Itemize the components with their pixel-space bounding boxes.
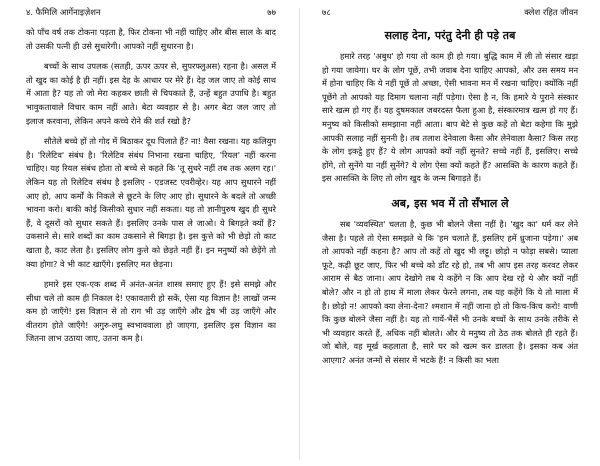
right-paragraph: सब 'व्यवस्थित' चलता है, कुछ भी बोलने जैसा नहीं है। 'खुद का' धर्म कर लेने जैसा है। पहले तो ऐसा समझते थे कि 'हम चलाते हैं, इसलिए हमें ध्रुजाना पड़ेगा।' अब तो आपको नहीं कहना है? आप तो कहें तो खुद भी लट्टू। छोड़ो न फोड़ा सबसे। प्याला फूटे, कढ़ी छूट जाए, फिर भी बच्चे को डाँट रहे हो, तब भी आप इस तरह करवट लेकर आराम से बैठ जाना। आप देखोगे तब ये कहेंगे न कि आप देख रहे थे और क्यों नहीं बोले? और न हो तो हाथ में माला लेकर फेरने लगना, तब यह कहेंगे कि ये तो माला में है। छोड़ो न! आपको क्या लेना-देना? श्मशान में नहीं जाना हो तो किच-किच करो! वाणी कि कुछ बोलने जैसा नहीं है। यह तो गायें-भैंसें भी उनके बच्चों के साथ उनके तरीके से भी व्यवहार करते हैं, अधिक नहीं बोलते। और ये मनुष्य तो ठेठ तक बोलते ही रहते हैं। जो बोले, वह मूर्ख कहलाता है, सारे घर को खत्म कर डालता है। इसका कब अंत आएगा? अनंत जन्मों से संसार में भटके हैं! न किसी का भला [322,218,578,365]
left-paragraph: बच्चों के साथ उपलक (सतही, ऊपर ऊपर से, सुपरफ्लुअस) रहना है। असल में तो खुद का कोई है ही नहीं। इस देह के आधार पर मेरे हैं। देह जल जाए तो कोई साथ में आता है? यह तो जो मेरा कहकर छाती से चिपकाते हैं, उन्हें बहुत उपाधि है। बहुत भावुकतावाले विचार काम नहीं आते। बेटा व्यवहार से है। अगर बेटा जल जाए तो इलाज करवाना, लेकिन अपने कच्चे रोने की शर्त रखो है? [26,61,276,126]
right-page-number: ७८ [322,7,331,18]
left-running-head [26,0,276,26]
section-heading: सलाह देना, परंतु देनी ही पड़े तब [384,29,516,42]
page-gutter [299,8,300,460]
left-paragraph: हमारे इस एक-एक शब्द में अनंत-अनंत शास्त्र समाए हुए हैं! इसे समझे और सीधा चले तो काम ही निकाल दे! एकावतारी हो सकें, ऐसा यह विज्ञान है! लाखों जन्म कम हो जाएँगे! इस विज्ञान से तो राग भी उड़ जाएँगे और द्वेष भी उड़ जाएँगे और वीतराग होते जाएँगे! अगुरु-लघु स्वभाववाला हो जाएगा, इसलिए इस विज्ञान का जितना लाभ उठाया जाए, उतना कम है। [26,279,276,344]
left-paragraph: सौतेले बच्चे हों तो गोद में बिठाकर दूध पिलाते हैं? ना! वैसा रखना। यह कलियुग है। 'रिलेटिव' संबंध है। 'रिलेटिव संबंध निभाना रखना चाहिए, 'रियल' नहीं करना चाहिए। यह रियल संबंध होता तो बच्चे से कहते कि 'तू सुधरे नहीं तब तक अलग रह।' लेकिन यह तो रिलेटिव संबंध है इसलिए - एडजस्ट एवरीव्हेर। यह आप सुधारने नहीं आए हो, आप कर्मों के निकले से छूटने के लिए आए हो। सुधारने के बदले तो अच्छी भावना करो। बाकी कोई किसीको सुधार नहीं सकता। यह तो ज्ञानीपुरुष खुद ही सुधरे हैं, वे दूसरों को सुधार सकते हैं। इसलिए उनके पास ले जाओ। ये बिगड़ते क्यों हैं? उकसाने से। सारे शब्दों का काम उकसाने से बिगड़ा है। इस कुत्ते को भी छेड़ो तो काट खाता है, काट लेता है। इसलिए लोग कुत्ते को छेड़ते नहीं हैं। इन मनुष्यों को छेड़ेंगे तो क्या होगा? वे भी काट खाएँगे। इसलिए मत छेड़ना। [26,136,276,269]
left-paragraph: को पाँच वर्ष तक टोकना पड़ता है, फिर टोकना भी नहीं चाहिए और बीस साल के बाद तो उसकी पत्नी ही उसे सुधारेगी। आपको नहीं सुधारना है। [26,27,276,51]
right-page-text [322,28,578,367]
right-paragraph: हमारे तरह 'अबुध' हो गया तो काम ही हो गया। बुद्धि काम में ली तो संसार खड़ा हो गया जायेगा। घर के लोग पूछें, तभी जवाब देना चाहिए आपको, और उस समय मन में होना चाहिए कि ये नहीं पूछें तो अच्छा, ऐसी भावना मन में रखना चाहिए। क्योंकि नहीं पूछेंगे तो आपको यह दिमाग चलाना नहीं पड़ेगा। ऐसा है न, कि हमारे ये पुराने संस्कार सारे खत्म हो गए हैं। यह दुषमकाल जबरदस्त फैला हुआ है, संस्कारमात्र खत्म हो गए हैं। मनुष्य को किसीको समझाना नहीं आता। बाप बेटे से कुछ कहें तो बेटा कहेगा कि मुझे आपकी सलाह नहीं सुननी है। तब तलाश देनेवाला कैसा और लेनेवाला कैसा? किस तरह के लोग इकट्ठे हुए हैं? ये लोग आपको क्यों नहीं सुनते? सच्चे नहीं हैं, इसलिए। सच्चे होंगे, तो सुनेंगे या नहीं सुनेंगे? ये लोग ऐसा क्यों कहते हैं? आसक्ति के कारण कहते हैं। इस आसक्ति के लिए तो लोग खुद के जन्म बिगाड़ते हैं। [322,51,578,184]
section-heading: अब, इस भव में तो सँभाल ले [391,196,509,210]
left-page-number: ७७ [267,7,276,18]
right-running-head [322,0,578,26]
left-page [0,0,296,466]
right-header-title: क्लेश रहित जीवन [524,7,578,18]
left-header-title: ४. फैमिलि आर्गेनाइज़ेशन [26,7,101,18]
left-page-text [26,26,276,346]
right-page [304,0,600,466]
